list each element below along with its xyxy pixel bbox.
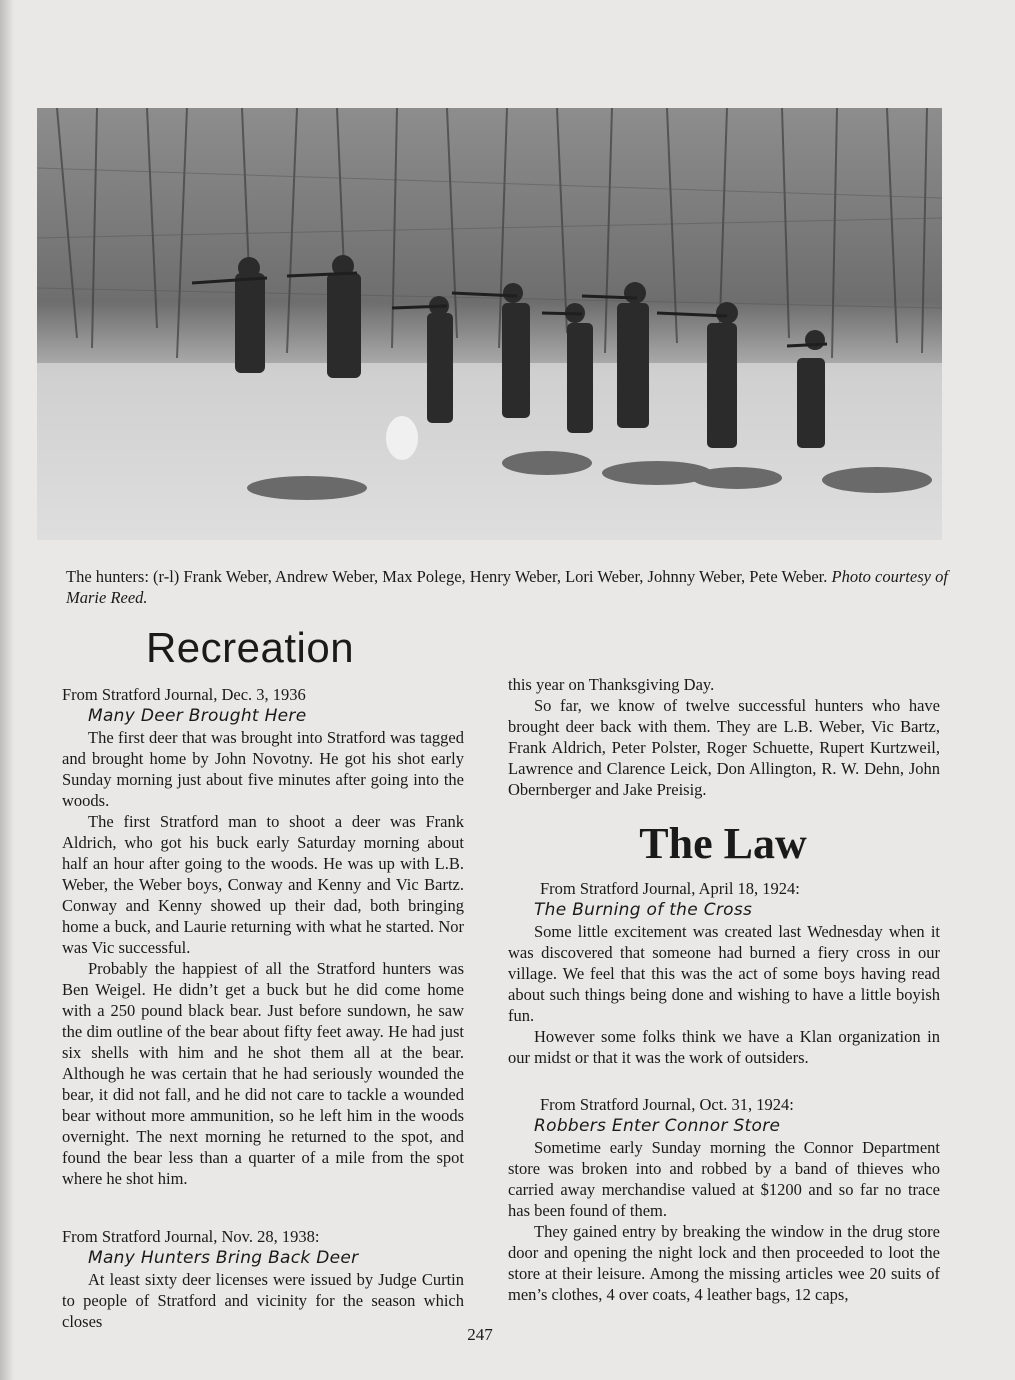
hunters-photo <box>37 108 942 540</box>
article-headline: The Burning of the Cross <box>534 900 753 920</box>
article-source: From Stratford Journal, April 18, 1924: <box>540 879 800 898</box>
article-paragraph: Sometime early Sunday morning the Connor Department store was broken into and robbed by a band of thieves who carried away merchandise valued at $1200 and so far no trace has been found of them. <box>508 1138 940 1220</box>
article-paragraph: The first Stratford man to shoot a deer was Frank Aldrich, who got his buck early Saturday morning about half an hour after going to the woods. He was up with L.B. Weber, the Weber boys, Conway and Kenny and Vic Bartz. Conway and Kenny showed up their dad, both bringing home a buck, and Laurie returning with what he started. Nor was Vic successful. <box>62 812 464 957</box>
recreation-title: Recreation <box>145 624 355 671</box>
article-source: From Stratford Journal, Nov. 28, 1938: <box>62 1227 320 1246</box>
hunters-photo-illustration <box>37 108 942 540</box>
caption-text: The hunters: (r-l) Frank Weber, Andrew Weber, Max Polege, Henry Weber, Lori Weber, Johnny Weber, Pete Weber. <box>66 567 828 586</box>
article-paragraph: Probably the happiest of all the Stratford hunters was Ben Weigel. He didn’t get a buck but he did come home with a 250 pound black bear. Just before sundown, he saw the dim outline of the bear about fifty feet away. He had just six shells with him and he shot them all at the bear. Although he was certain that he had seriously wounded the bear, it did not fall, and he did not care to tackle a wounded bear without more ammunition, so he left him in the woods overnight. The next morning he returned to the spot, and found the bear less than a quarter of a mile from the spot where he shot him. <box>62 959 464 1188</box>
caption-credit: Photo courtesy of Marie Reed. <box>66 567 948 607</box>
left-column-lower <box>62 1226 464 1332</box>
binding-shadow <box>0 0 14 1380</box>
article-paragraph: Some little excitement was created last Wednesday when it was discovered that someone had burned a fiery cross in our village. We feel that this was the act of some boys having read about such things being done and wishing to have a little boyish fun. <box>508 922 940 1025</box>
right-column-continued <box>508 674 940 800</box>
right-column-law <box>508 878 940 1068</box>
photo-caption <box>66 566 966 608</box>
right-column-law-lower <box>508 1094 940 1305</box>
left-column <box>62 684 464 1189</box>
article-paragraph: this year on Thanksgiving Day. <box>508 675 715 694</box>
article-source: From Stratford Journal, Dec. 3, 1936 <box>62 685 306 704</box>
article-paragraph: The first deer that was brought into Stratford was tagged and brought home by John Novotny. He got his shot early Sunday morning just about five minutes after going into the woods. <box>62 728 464 810</box>
article-paragraph: So far, we know of twelve successful hunters who have brought deer back with them. They are L.B. Weber, Vic Bartz, Frank Aldrich, Peter Polster, Roger Schuette, Rupert Kurtzweil, Lawrence and Clarence Leick, Don Allington, R. W. Dehn, John Obernberger and Jake Preisig. <box>508 696 940 799</box>
article-headline: Many Deer Brought Here <box>88 706 307 726</box>
article-paragraph: However some folks think we have a Klan organization in our midst or that it was the work of outsiders. <box>508 1027 940 1067</box>
article-headline: Many Hunters Bring Back Deer <box>88 1248 359 1268</box>
page-number: 247 <box>467 1325 493 1344</box>
article-source: From Stratford Journal, Oct. 31, 1924: <box>540 1095 794 1114</box>
law-title: The Law <box>639 819 807 868</box>
article-headline: Robbers Enter Connor Store <box>534 1116 781 1136</box>
article-paragraph: They gained entry by breaking the window in the drug store door and opening the night lock and then proceeded to loot the store at their leisure. Among the missing articles wee 20 suits of men’s clothes, 4 over coats, 4 leather bags, 12 caps, <box>508 1222 940 1304</box>
article-paragraph: At least sixty deer licenses were issued by Judge Curtin to people of Stratford and vicinity for the season which closes <box>62 1270 464 1331</box>
